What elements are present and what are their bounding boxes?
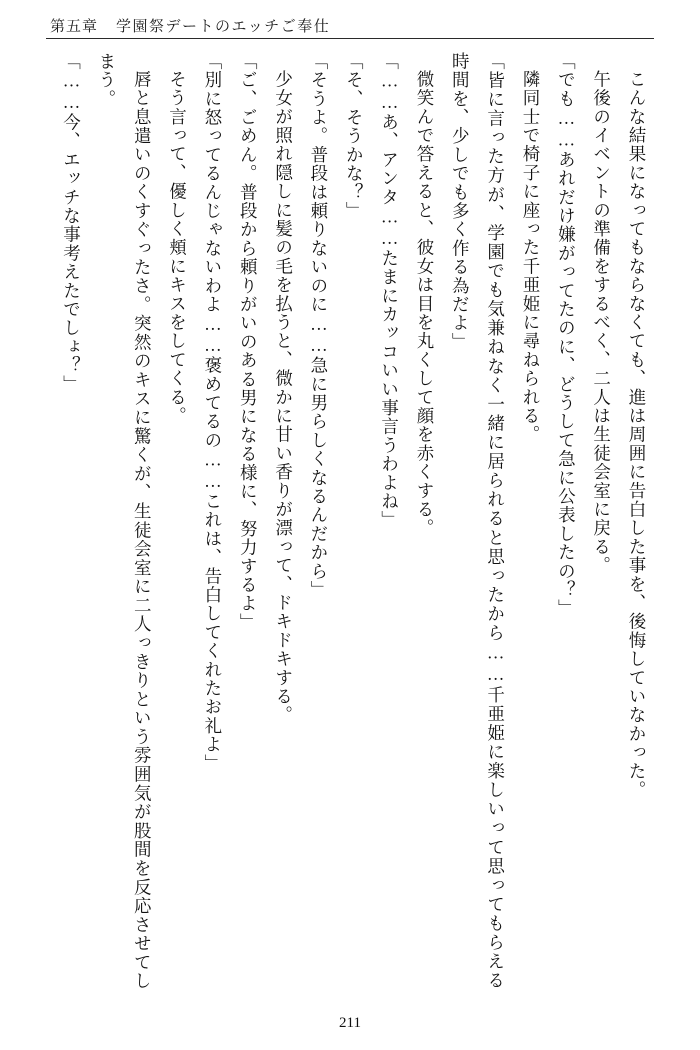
body-text [46, 52, 654, 990]
paragraph: 微笑んで答えると、彼女は目を丸くして顔を赤くする。 [414, 69, 435, 537]
paragraph: 「……あ、アンタ……たまにカッコいい事言うわよね」 [379, 52, 400, 530]
paragraph: 「……今、エッチな事考えたでしょ？」 [61, 52, 82, 394]
paragraph: 唇と息遣いのくすぐったさ。突然のキスに驚くが、生徒会室に二人っきりという雰囲気が股間を反応させてしまう。 [96, 52, 153, 990]
paragraph: こんな結果になってもならなくても、進は周囲に告白した事を、後悔していなかった。 [627, 69, 647, 799]
paragraph: 隣同士で椅子に座った千亜姫に尋ねられる。 [520, 69, 541, 444]
paragraph: 「でも……あれだけ嫌がってたのに、どうして急に公表したの？」 [556, 52, 577, 618]
paragraph: 「皆に言った方が、学園でも気兼ねなく一緒に居られると思ったから……千亜姫に楽しいって思ってもらえる時間を、少しでも多く作る為だよ」 [450, 52, 506, 990]
chapter-title: 学園祭デートのエッチご奉仕 [116, 18, 331, 35]
paragraph: 「そ、そうかな？」 [344, 52, 365, 221]
paragraph: 少女が照れ隠しに髪の毛を払うと、微かに甘い香りが漂って、ドキドキする。 [273, 69, 294, 724]
paragraph: 「そうよ。普段は頼りないのに……急に男らしくなるんだから」 [308, 52, 329, 600]
paragraph: そう言って、優しく頬にキスをしてくる。 [167, 69, 188, 425]
page-header [50, 10, 650, 40]
paragraph: 午後のイベントの準備をするべく、二人は生徒会室に戻る。 [591, 69, 612, 575]
page-number: 211 [339, 1015, 361, 1031]
chapter-number: 第五章 [50, 18, 99, 35]
header-divider [46, 38, 654, 39]
paragraph: 「ご、ごめん。普段から頼りがいのある男になる様に、努力するよ」 [238, 52, 259, 632]
paragraph: 「別に怒ってるんじゃないわよ……褒めてるの……これは、告白してくれたお礼よ」 [202, 52, 223, 773]
